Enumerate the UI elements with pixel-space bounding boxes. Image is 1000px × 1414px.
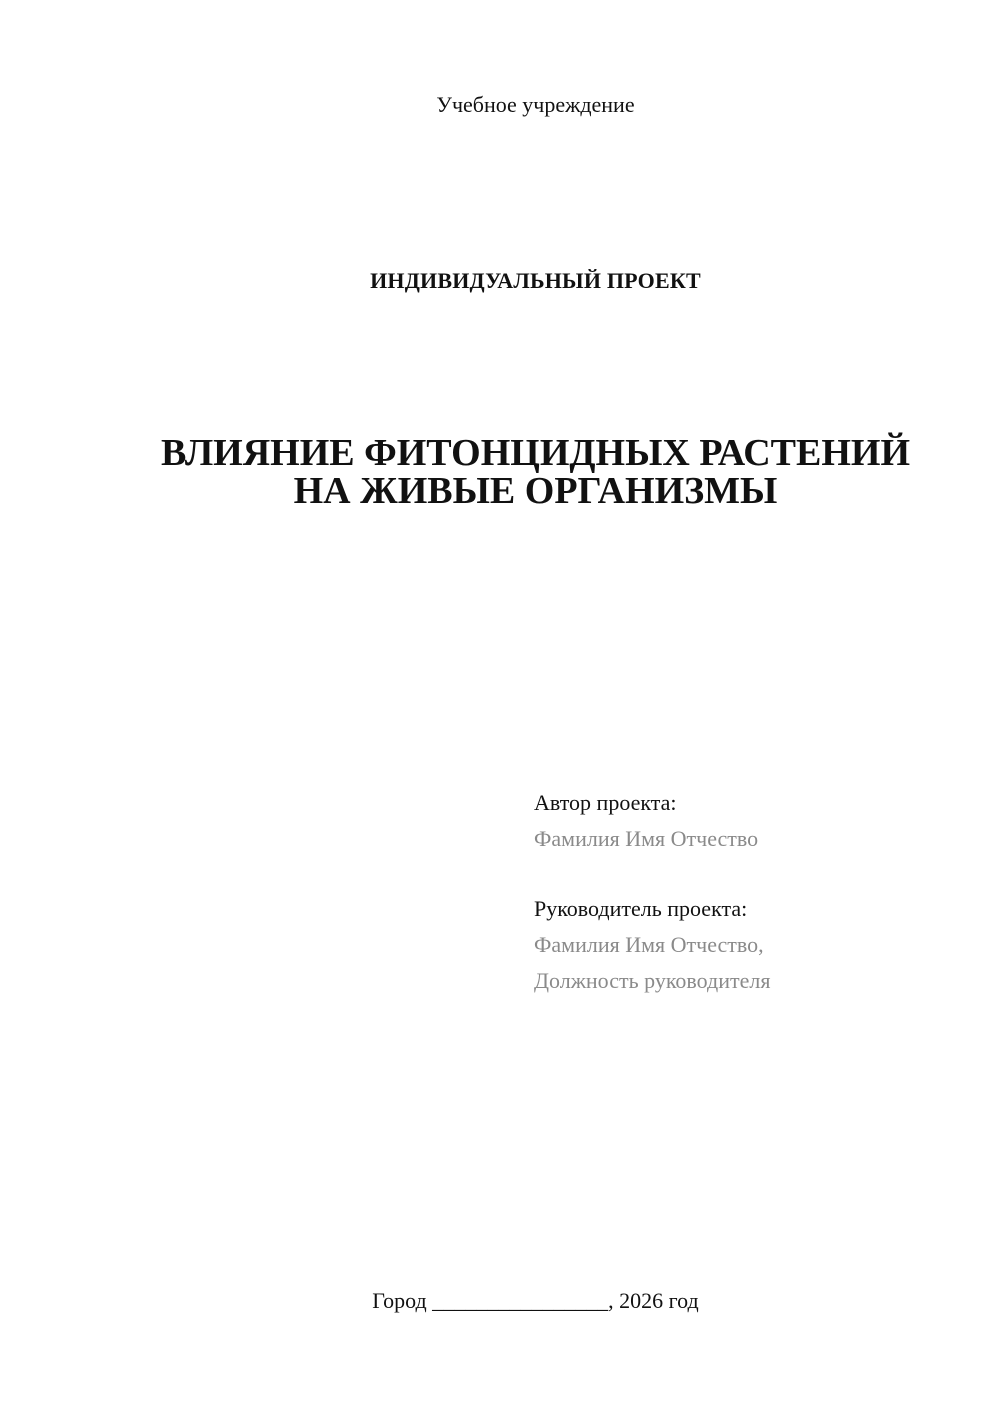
supervisor-position: Должность руководителя (534, 968, 771, 993)
institution-name: Учебное учреждение (436, 92, 635, 117)
city-year-footer: Город ________________, 2026 год (372, 1288, 699, 1313)
author-block (534, 785, 974, 857)
project-title (0, 434, 1000, 510)
supervisor-block (534, 891, 974, 999)
author-name: Фамилия Имя Отчество (534, 826, 759, 851)
supervisor-name: Фамилия Имя Отчество, (534, 932, 764, 957)
supervisor-label: Руководитель проекта: (534, 896, 748, 921)
project-title-line-2: НА ЖИВЫЕ ОРГАНИЗМЫ (293, 470, 778, 512)
project-title-line-1: ВЛИЯНИЕ ФИТОНЦИДНЫХ РАСТЕНИЙ (160, 432, 911, 474)
author-label: Автор проекта: (534, 790, 677, 815)
document-type: ИНДИВИДУАЛЬНЫЙ ПРОЕКТ (370, 268, 701, 293)
